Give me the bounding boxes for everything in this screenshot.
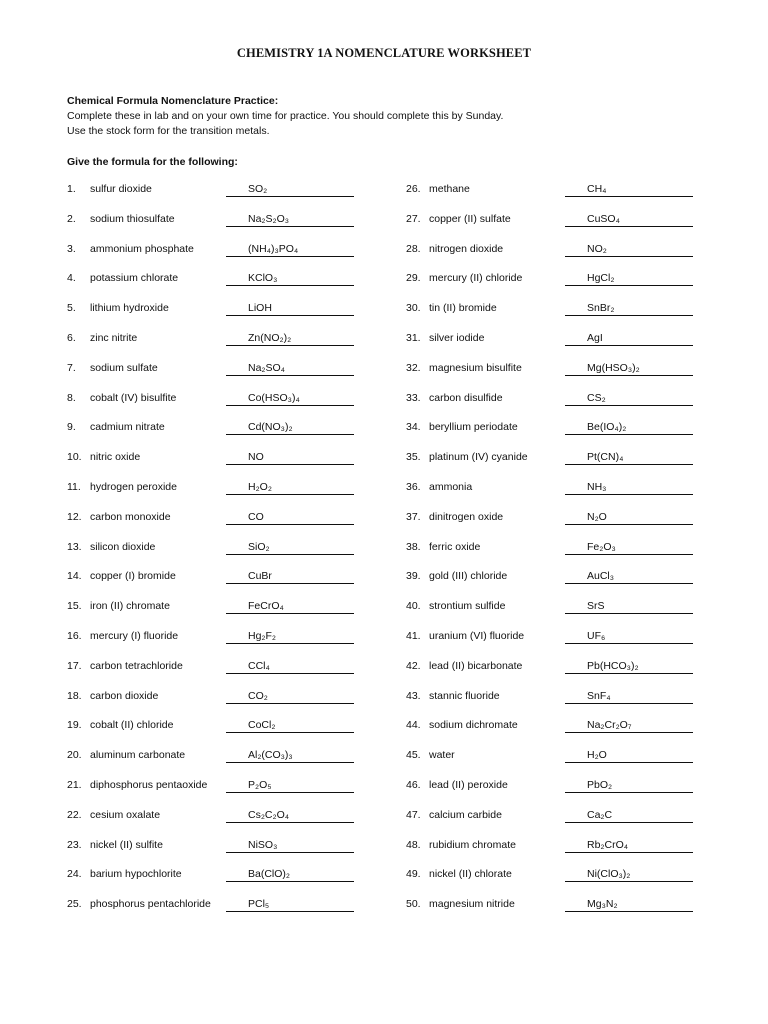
answer-blank-line <box>226 719 248 733</box>
formula-answer: CO₂ <box>248 690 354 704</box>
formula-answer: Ca₂C <box>587 809 693 823</box>
answer-blank-line <box>226 809 248 823</box>
answer-blank-line <box>226 481 248 495</box>
compound-name: lead (II) peroxide <box>429 778 508 791</box>
answer-blank-line <box>565 898 587 912</box>
answer-blank-line <box>226 451 248 465</box>
item-number: 25. <box>67 898 82 911</box>
compound-name: cobalt (IV) bisulfite <box>90 391 177 404</box>
answer-field[interactable] <box>565 243 693 257</box>
answer-blank-line <box>226 272 248 286</box>
item-number: 5. <box>67 302 76 315</box>
formula-answer: NiSO₃ <box>248 839 354 853</box>
compound-name: strontium sulfide <box>429 600 506 613</box>
answer-field[interactable] <box>565 392 693 406</box>
answer-field[interactable] <box>226 749 354 763</box>
answer-blank-line <box>226 868 248 882</box>
compound-name: sodium sulfate <box>90 361 158 374</box>
answer-blank-line <box>226 392 248 406</box>
answer-blank-line <box>226 302 248 316</box>
answer-blank-line <box>226 213 248 227</box>
item-number: 12. <box>67 510 82 523</box>
answer-field[interactable] <box>226 332 354 346</box>
answer-field[interactable] <box>226 213 354 227</box>
formula-answer: KClO₃ <box>248 272 354 286</box>
answer-blank-line <box>565 839 587 853</box>
compound-name: mercury (II) chloride <box>429 272 523 285</box>
answer-field[interactable] <box>565 272 693 286</box>
formula-answer: UF₆ <box>587 630 693 644</box>
answer-blank-line <box>565 719 587 733</box>
answer-field[interactable] <box>565 868 693 882</box>
answer-field[interactable] <box>226 451 354 465</box>
formula-answer: PCl₅ <box>248 898 354 912</box>
instructions <box>67 94 707 139</box>
item-number: 13. <box>67 540 82 553</box>
item-number: 14. <box>67 570 82 583</box>
answer-blank-line <box>565 332 587 346</box>
answer-field[interactable] <box>226 541 354 555</box>
answer-field[interactable] <box>226 302 354 316</box>
formula-answer: P₂O₅ <box>248 779 354 793</box>
answer-blank-line <box>565 243 587 257</box>
compound-name: lithium hydroxide <box>90 302 169 315</box>
formula-answer: SO₂ <box>248 183 354 197</box>
answer-blank-line <box>565 749 587 763</box>
item-number: 45. <box>406 749 421 762</box>
compound-name: silver iodide <box>429 331 485 344</box>
formula-answer: Zn(NO₂)₂ <box>248 332 354 346</box>
item-number: 24. <box>67 868 82 881</box>
answer-blank-line <box>565 570 587 584</box>
compound-name: magnesium bisulfite <box>429 361 522 374</box>
compound-name: methane <box>429 183 470 195</box>
answer-blank-line <box>226 600 248 614</box>
formula-answer: Be(IO₄)₂ <box>587 421 693 435</box>
formula-answer: Pb(HCO₃)₂ <box>587 660 693 674</box>
answer-field[interactable] <box>565 839 693 853</box>
formula-answer: Cd(NO₃)₂ <box>248 421 354 435</box>
answer-field[interactable] <box>226 630 354 644</box>
compound-name: mercury (I) fluoride <box>90 629 179 642</box>
answer-field[interactable] <box>226 481 354 495</box>
formula-answer: NO <box>248 451 354 465</box>
answer-blank-line <box>565 481 587 495</box>
item-number: 22. <box>67 808 82 821</box>
compound-name: sulfur dioxide <box>90 183 152 195</box>
formula-answer: HgCl₂ <box>587 272 693 286</box>
answer-blank-line <box>565 600 587 614</box>
item-number: 46. <box>406 778 421 791</box>
answer-blank-line <box>565 541 587 555</box>
answer-field[interactable] <box>565 183 693 197</box>
answer-field[interactable] <box>565 362 693 376</box>
formula-answer: N₂O <box>587 511 693 525</box>
answer-field[interactable] <box>565 213 693 227</box>
answer-blank-line <box>226 749 248 763</box>
item-number: 36. <box>406 480 421 493</box>
answer-blank-line <box>565 183 587 197</box>
formula-answer: CuBr <box>248 570 354 584</box>
compound-name: ammonium phosphate <box>90 242 194 255</box>
item-number: 39. <box>406 570 421 583</box>
answer-field[interactable] <box>226 183 354 197</box>
answer-blank-line <box>565 690 587 704</box>
answer-field[interactable] <box>565 332 693 346</box>
compound-name: diphosphorus pentaoxide <box>90 778 208 791</box>
compound-name: rubidium chromate <box>429 838 516 851</box>
item-number: 48. <box>406 838 421 851</box>
formula-answer: CCl₄ <box>248 660 354 674</box>
answer-blank-line <box>226 243 248 257</box>
item-number: 11. <box>67 480 81 493</box>
formula-answer: Ba(ClO)₂ <box>248 868 354 882</box>
item-number: 35. <box>406 451 421 464</box>
item-number: 33. <box>406 391 421 404</box>
compound-name: carbon disulfide <box>429 391 503 404</box>
formula-answer: AuCl₃ <box>587 570 693 584</box>
compound-name: ferric oxide <box>429 540 481 553</box>
compound-name: cadmium nitrate <box>90 421 165 434</box>
item-number: 41. <box>406 629 421 642</box>
answer-field[interactable] <box>565 600 693 614</box>
item-number: 42. <box>406 659 421 672</box>
item-number: 23. <box>67 838 82 851</box>
formula-answer: SnBr₂ <box>587 302 693 316</box>
compound-name: uranium (VI) fluoride <box>429 629 525 642</box>
compound-name: carbon dioxide <box>90 689 159 702</box>
instructions-line-2: Use the stock form for the transition metals. <box>67 125 270 137</box>
formula-answer: LiOH <box>248 302 354 316</box>
item-number: 1. <box>67 183 76 195</box>
answer-blank-line <box>226 570 248 584</box>
answer-field[interactable] <box>565 749 693 763</box>
item-number: 44. <box>406 719 421 732</box>
answer-field[interactable] <box>226 392 354 406</box>
answer-blank-line <box>226 690 248 704</box>
answer-field[interactable] <box>226 898 354 912</box>
compound-name: magnesium nitride <box>429 898 515 911</box>
compound-name: copper (II) sulfate <box>429 212 511 225</box>
answer-field[interactable] <box>226 600 354 614</box>
compound-name: stannic fluoride <box>429 689 500 702</box>
answer-field[interactable] <box>226 421 354 435</box>
formula-answer: PbO₂ <box>587 779 693 793</box>
formula-answer: Na₂SO₄ <box>248 362 354 376</box>
answer-field[interactable] <box>226 779 354 793</box>
answer-field[interactable] <box>565 660 693 674</box>
answer-blank-line <box>565 392 587 406</box>
answer-field[interactable] <box>226 868 354 882</box>
compound-name: gold (III) chloride <box>429 570 508 583</box>
item-number: 21. <box>67 778 82 791</box>
compound-name: nitric oxide <box>90 451 141 464</box>
answer-blank-line <box>565 362 587 376</box>
answer-field[interactable] <box>226 809 354 823</box>
answer-field[interactable] <box>565 898 693 912</box>
item-number: 16. <box>67 629 82 642</box>
answer-field[interactable] <box>226 511 354 525</box>
formula-answer: CuSO₄ <box>587 213 693 227</box>
compound-name: nickel (II) sulfite <box>90 838 163 851</box>
compound-name: hydrogen peroxide <box>90 480 177 493</box>
compound-name: nickel (II) chlorate <box>429 868 512 881</box>
compound-name: aluminum carbonate <box>90 749 186 762</box>
formula-answer: Ni(ClO₃)₂ <box>587 868 693 882</box>
answer-blank-line <box>226 898 248 912</box>
formula-answer: SrS <box>587 600 693 614</box>
item-number: 37. <box>406 510 421 523</box>
answer-blank-line <box>226 839 248 853</box>
compound-name: tin (II) bromide <box>429 302 497 315</box>
formula-answer: CH₄ <box>587 183 693 197</box>
answer-blank-line <box>565 511 587 525</box>
compound-name: cesium oxalate <box>90 808 161 821</box>
answer-field[interactable] <box>565 541 693 555</box>
formula-answer: CS₂ <box>587 392 693 406</box>
answer-field[interactable] <box>565 421 693 435</box>
compound-name: beryllium periodate <box>429 421 518 434</box>
formula-answer: FeCrO₄ <box>248 600 354 614</box>
item-number: 10. <box>67 451 82 464</box>
item-number: 38. <box>406 540 421 553</box>
answer-field[interactable] <box>565 719 693 733</box>
compound-name: phosphorus pentachloride <box>90 898 211 911</box>
answer-blank-line <box>226 362 248 376</box>
compound-name: nitrogen dioxide <box>429 242 504 255</box>
answer-blank-line <box>565 213 587 227</box>
answer-field[interactable] <box>226 660 354 674</box>
item-number: 34. <box>406 421 421 434</box>
answer-blank-line <box>226 630 248 644</box>
answer-blank-line <box>565 302 587 316</box>
answer-blank-line <box>565 451 587 465</box>
formula-answer: CO <box>248 511 354 525</box>
compound-name: carbon tetrachloride <box>90 659 183 672</box>
item-number: 43. <box>406 689 421 702</box>
compound-name: silicon dioxide <box>90 540 156 553</box>
item-number: 18. <box>67 689 82 702</box>
compound-name: calcium carbide <box>429 808 502 821</box>
formula-answer: CoCl₂ <box>248 719 354 733</box>
answer-field[interactable] <box>565 779 693 793</box>
compound-name: barium hypochlorite <box>90 868 182 881</box>
compound-name: dinitrogen oxide <box>429 510 504 523</box>
answer-field[interactable] <box>565 481 693 495</box>
instructions-heading: Chemical Formula Nomenclature Practice: <box>67 95 279 107</box>
formula-answer: Cs₂C₂O₄ <box>248 809 354 823</box>
compound-name: lead (II) bicarbonate <box>429 659 523 672</box>
answer-field[interactable] <box>565 570 693 584</box>
item-number: 32. <box>406 361 421 374</box>
item-number: 27. <box>406 212 421 225</box>
answer-field[interactable] <box>565 451 693 465</box>
answer-blank-line <box>565 421 587 435</box>
item-number: 40. <box>406 600 421 613</box>
answer-field[interactable] <box>565 690 693 704</box>
formula-answer: Fe₂O₃ <box>587 541 693 555</box>
compound-name: cobalt (II) chloride <box>90 719 174 732</box>
section-heading: Give the formula for the following: <box>67 156 238 168</box>
compound-name: iron (II) chromate <box>90 600 170 613</box>
item-number: 19. <box>67 719 82 732</box>
answer-blank-line <box>565 779 587 793</box>
instructions-line-1: Complete these in lab and on your own time for practice. You should complete this by Sunday. <box>67 110 504 122</box>
item-number: 9. <box>67 421 76 434</box>
answer-field[interactable] <box>565 809 693 823</box>
answer-field[interactable] <box>226 570 354 584</box>
answer-blank-line <box>565 630 587 644</box>
item-number: 31. <box>406 331 421 344</box>
item-number: 29. <box>406 272 421 285</box>
compound-name: carbon monoxide <box>90 510 171 523</box>
compound-name: potassium chlorate <box>90 272 179 285</box>
formula-answer: (NH₄)₃PO₄ <box>248 243 354 257</box>
answer-blank-line <box>565 809 587 823</box>
item-number: 49. <box>406 868 421 881</box>
answer-field[interactable] <box>226 243 354 257</box>
answer-field[interactable] <box>226 719 354 733</box>
formula-answer: Mg₃N₂ <box>587 898 693 912</box>
formula-answer: H₂O₂ <box>248 481 354 495</box>
item-number: 4. <box>67 272 76 285</box>
compound-name: sodium dichromate <box>429 719 518 732</box>
answer-field[interactable] <box>226 839 354 853</box>
formula-answer: H₂O <box>587 749 693 763</box>
item-number: 20. <box>67 749 82 762</box>
item-number: 17. <box>67 659 82 672</box>
answer-blank-line <box>226 660 248 674</box>
answer-blank-line <box>226 183 248 197</box>
formula-answer: Pt(CN)₄ <box>587 451 693 465</box>
formula-answer: Co(HSO₃)₄ <box>248 392 354 406</box>
compound-name: ammonia <box>429 480 473 493</box>
compound-name: copper (I) bromide <box>90 570 176 583</box>
answer-blank-line <box>226 511 248 525</box>
answer-blank-line <box>565 272 587 286</box>
item-number: 26. <box>406 183 421 195</box>
item-number: 30. <box>406 302 421 315</box>
compound-name: platinum (IV) cyanide <box>429 451 528 464</box>
formula-answer: NH₃ <box>587 481 693 495</box>
answer-field[interactable] <box>226 272 354 286</box>
compound-name: zinc nitrite <box>90 331 138 344</box>
answer-blank-line <box>226 541 248 555</box>
formula-answer: Hg₂F₂ <box>248 630 354 644</box>
formula-answer: SiO₂ <box>248 541 354 555</box>
formula-answer: AgI <box>587 332 693 346</box>
item-number: 2. <box>67 212 76 225</box>
item-number: 15. <box>67 600 82 613</box>
page-title: CHEMISTRY 1A NOMENCLATURE WORKSHEET <box>236 46 532 60</box>
item-number: 50. <box>406 898 421 911</box>
answer-field[interactable] <box>565 511 693 525</box>
formula-answer: Na₂Cr₂O₇ <box>587 719 693 733</box>
formula-answer: SnF₄ <box>587 690 693 704</box>
answer-blank-line <box>565 868 587 882</box>
answer-field[interactable] <box>226 362 354 376</box>
answer-blank-line <box>565 660 587 674</box>
compound-name: water <box>429 749 455 762</box>
formula-answer: NO₂ <box>587 243 693 257</box>
answer-field[interactable] <box>565 630 693 644</box>
item-number: 3. <box>67 242 76 255</box>
formula-answer: Na₂S₂O₃ <box>248 213 354 227</box>
formula-answer: Al₂(CO₃)₃ <box>248 749 354 763</box>
formula-answer: Rb₂CrO₄ <box>587 839 693 853</box>
item-number: 7. <box>67 361 76 374</box>
answer-field[interactable] <box>565 302 693 316</box>
answer-blank-line <box>226 332 248 346</box>
item-number: 28. <box>406 242 421 255</box>
formula-answer: Mg(HSO₃)₂ <box>587 362 693 376</box>
answer-blank-line <box>226 421 248 435</box>
item-number: 8. <box>67 391 76 404</box>
item-number: 6. <box>67 331 76 344</box>
answer-field[interactable] <box>226 690 354 704</box>
item-number: 47. <box>406 808 421 821</box>
compound-name: sodium thiosulfate <box>90 212 175 225</box>
answer-blank-line <box>226 779 248 793</box>
